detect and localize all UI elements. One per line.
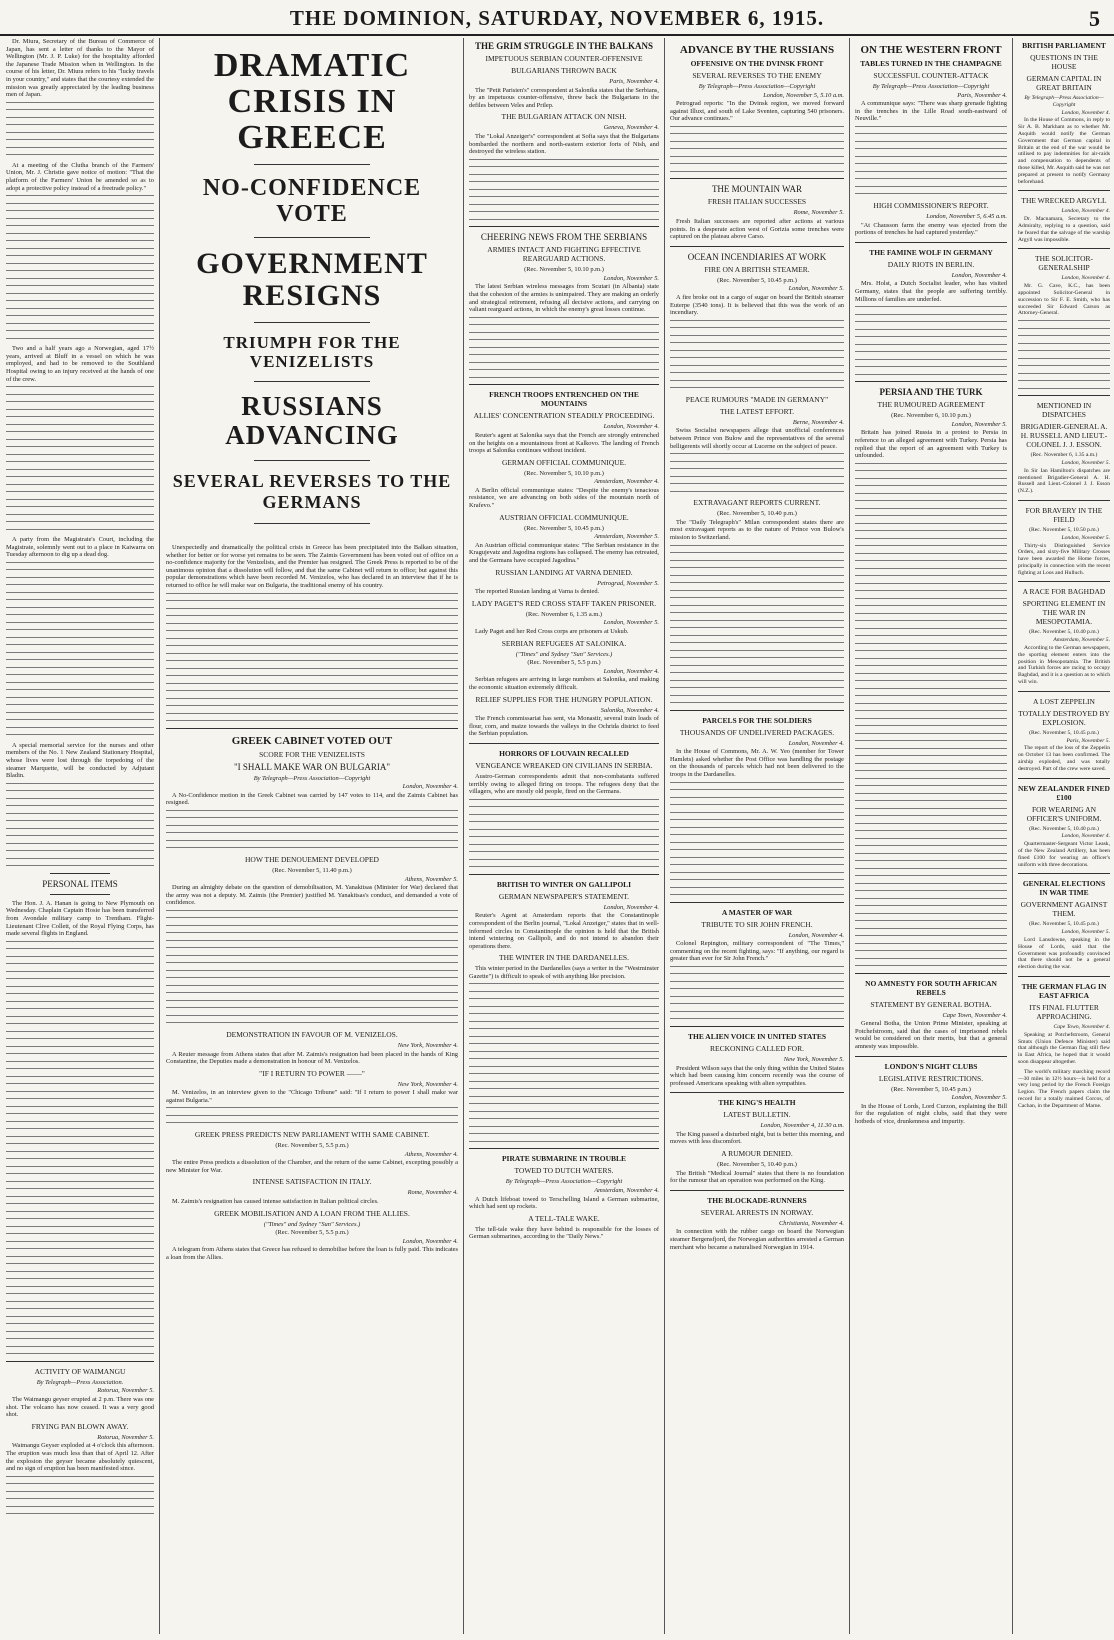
article-text: A telegram from Athens states that Greece has refused to demobilise before the loan is fully paid. This indicates a loan from the Allies. <box>166 1246 458 1261</box>
article-heading: "IF I RETURN TO POWER ——" <box>259 1068 365 1078</box>
column-greek-crisis <box>166 38 458 1634</box>
received-time: (Rec. November 5, 11.40 p.m.) <box>272 866 352 874</box>
article-text: The French commissariat has sent, via Monastir, several train loads of flour, corn, and maize towards the valleys in the Ochrida district to feed the Serbian population. <box>469 715 659 738</box>
separator <box>254 322 371 323</box>
news-paragraph: A party from the Magistrate's Court, including the Magistrate, solemnly went out to a place in Kaiwarra on Tuesday afternoon to dig up a dead dog. <box>6 536 154 559</box>
dateline: Rome, November 4. <box>407 1189 458 1197</box>
received-time: (Rec. November 5, 10.10 p.m.) <box>524 266 604 274</box>
article-heading: THE FAMINE WOLF IN GERMANY <box>869 247 993 257</box>
article-text: This winter period in the Dardanelles (says a writer in the "Westminster Gazette") is difficult to speak of with anything like precision. <box>469 965 659 980</box>
dateline: London, November 5. <box>788 285 844 293</box>
article-text: In the House of Lords, Lord Curzon, explaining the Bill for the regulation of night clubs, said that they were hotbeds of vice, drunkenness and impurity. <box>855 1102 1007 1126</box>
article-heading: HOW THE DENOUEMENT DEVELOPED <box>245 854 379 864</box>
article-heading: CHEERING NEWS FROM THE SERBIANS <box>480 232 648 243</box>
article-subheading: DAILY RIOTS IN BERLIN. <box>887 259 975 269</box>
article-heading: HORRORS OF LOUVAIN RECALLED <box>499 748 629 758</box>
received-time: (Rec. November 5, 10.40 p.m.) <box>717 1161 797 1169</box>
article-text: General Botha, the Union Prime Minister, speaking at Potchefstroom, said that the cases of imprisoned rebels would be considered on their merits, but that a general amnesty was impossible. <box>855 1020 1007 1051</box>
separator <box>469 1148 659 1149</box>
article-text: In Sir Ian Hamilton's dispatches are mentioned Brigadier-General A. H. Russell and Lieut.-Colonel J. J. Esson (N.Z.). <box>1018 467 1110 495</box>
dateline: Cape Town, November 4. <box>942 1011 1007 1019</box>
article-text: In connection with the rubber cargo on board the Norwegian steamer Bergensfjord, the Norwegian authorities arrested a German merchant who became a naturalised Norwegian in 1914. <box>670 1228 844 1251</box>
separator <box>469 874 659 875</box>
article-text-lines <box>166 593 458 722</box>
article-heading: ON THE WESTERN FRONT <box>860 44 1002 56</box>
article-text-lines <box>469 159 659 220</box>
dateline: Geneva, November 4. <box>603 124 659 132</box>
article-subheading: FIRE ON A BRITISH STEAMER. <box>704 264 810 274</box>
article-heading: A RACE FOR BAGHDAD <box>1022 587 1106 597</box>
article-text: Serbian refugees are arriving in large numbers at Salonika, and making the economic situation extremely difficult. <box>469 676 659 691</box>
separator <box>670 178 844 179</box>
article-text-lines <box>469 799 659 868</box>
section-heading-personal: PERSONAL ITEMS <box>42 878 118 889</box>
dateline: London, November 4. <box>603 903 659 911</box>
news-paragraph: The Hon. J. A. Hanan is going to New Plymouth on Wednesday. Chaplain Captain Hosie has been transferred from Avondale military camp to Trentham. Flight-Lieutenant Clive Collett, of the Royal Flying Corps, has made several flights in England. <box>6 899 154 938</box>
separator <box>670 1026 844 1027</box>
article-subheading: BRIGADIER-GENERAL A. H. RUSSELL AND LIEUT.-COLONEL J. J. ESSON. <box>1020 422 1108 450</box>
article-heading: EXTRAVAGANT REPORTS CURRENT. <box>693 498 821 508</box>
column-western-front <box>855 38 1007 1634</box>
dateline: New York, November 4. <box>397 1080 458 1088</box>
column-russians <box>670 38 844 1634</box>
article-subheading: TABLES TURNED IN THE CHAMPAGNE <box>860 59 1002 68</box>
article-text: A No-Confidence motion in the Greek Cabinet was carried by 147 votes to 114, and the Zaimis Cabinet has resigned. <box>166 791 458 807</box>
article-text: "At Chausson farm the enemy was ejected from the portions of trenches he had captured yesterday." <box>855 221 1007 237</box>
column-rule <box>849 38 850 1634</box>
received-time: (Rec. November 6, 1.35 a.m.) <box>525 610 603 618</box>
dateline: Amsterdam, November 4. <box>594 1187 659 1195</box>
article-heading: BRITISH TO WINTER ON GALLIPOLI <box>496 879 632 889</box>
article-text: Speaking at Potchefstroom, General Smuts (Union Defence Minister) said that although the German flag still flew in East Africa, he hoped that it would soon disappear altogether. <box>1018 1031 1110 1065</box>
separator <box>469 384 659 385</box>
article-text: A communique says: "There was sharp grenade fighting in the trenches in the Lille Road south-eastward of Neuville." <box>855 100 1007 123</box>
headline-venizelists: TRIUMPH FOR THE VENIZELISTS <box>223 333 401 371</box>
dateline: Athens, November 4. <box>404 1150 458 1158</box>
article-subheading: SCORE FOR THE VENIZELISTS <box>259 749 365 759</box>
article-heading: ACTIVITY OF WAIMANGU <box>34 1366 126 1376</box>
article-text: The reported Russian landing at Varna is denied. <box>475 588 600 596</box>
column-rule <box>463 38 464 1634</box>
article-text-lines <box>670 782 844 896</box>
article-text: M. Venizelos, in an interview given to the "Chicago Tribune" said: "If I return to power I shall make war against Bulgaria." <box>166 1089 458 1104</box>
column-rule <box>1012 38 1013 1634</box>
article-subheading: SUCCESSFUL COUNTER-ATTACK <box>873 71 989 80</box>
article-heading: RUSSIAN LANDING AT VARNA DENIED. <box>495 567 633 577</box>
article-text: The "Lokal Anzeiger's" correspondent at Sofia says that the Bulgarians bombarded the northern and north-eastern exterior forts of Nish, and destroyed the wireless station. <box>469 132 659 156</box>
dateline: Rome, November 5. <box>793 209 844 217</box>
dateline: Amsterdam, November 4. <box>594 478 659 486</box>
article-text: Reuter's agent at Salonika says that the French are strongly entrenched on the heights on a mountainous front at Kalkovo. The landing of French troops at Salonika continues without incident. <box>469 431 659 455</box>
dateline: London, November 4. <box>402 1237 458 1245</box>
article-text: A fire broke out in a cargo of sugar on board the British steamer Euterpe (3540 tons). It is believed that this was the work of an incendiary. <box>670 294 844 317</box>
dateline: New York, November 5. <box>783 1055 844 1063</box>
article-text-lines <box>670 126 844 172</box>
received-time: (Rec. November 6, 1.35 a.m.) <box>1030 452 1098 459</box>
dateline: London, November 5. <box>1061 929 1110 936</box>
article-text: President Wilson says that the only thing within the United States which had been causing him concern recently was the course of professed Americans speaking with alien sympathies. <box>670 1064 844 1087</box>
dateline: Petrograd, November 5. <box>597 579 659 587</box>
article-heading: THE KING'S HEALTH <box>718 1098 796 1108</box>
article-text: Waimangu Geyser exploded at 4 o'clock this afternoon. The eruption was much less than that of April 12. After the explosion the geyser became absolutely quiescent, and no sign of eruption has been manifested since. <box>6 1442 154 1473</box>
received-time: (Rec. November 5, 10.45 p.m.) <box>1029 729 1099 736</box>
article-text: A Dutch lifeboat towed to Terschelling Island a German submarine, which had sent up rockets. <box>469 1195 659 1211</box>
headline-no-confidence: NO-CONFIDENCE VOTE <box>202 175 422 227</box>
dateline: London, November 5. <box>1061 534 1110 541</box>
article-text-lines <box>6 1476 154 1515</box>
separator <box>1018 581 1110 582</box>
masthead <box>0 0 1114 36</box>
article-text-lines <box>166 810 458 849</box>
separator <box>469 226 659 227</box>
separator <box>6 1361 154 1362</box>
article-subheading: ITS FINAL FLUTTER APPROACHING. <box>1029 1003 1099 1021</box>
article-text: Mr. G. Cave, K.C., has been appointed Solicitor-General in succession to Sir F. E. Smith, who has succeeded Sir Edward Carson as Attorney-General. <box>1018 283 1110 317</box>
article-heading: GREEK MOBILISATION AND A LOAN FROM THE ALLIES. <box>214 1208 410 1218</box>
article-text: The Waimangu geyser erupted at 2 p.m. There was one shot. The volcano has now ceased. It was a very good shot. <box>6 1396 154 1419</box>
dateline: Cape Town, November 4. <box>1053 1024 1110 1030</box>
dateline: London, November 5, 6.45 a.m. <box>926 212 1007 220</box>
article-text: An Austrian official communique states: "The Serbian resistance in the Kragujevatz and Jagodina regions has collapsed. The enemy has retreated, and the Germans have occupied Jagodina." <box>469 541 659 565</box>
article-quote-heading: "I SHALL MAKE WAR ON BULGARIA" <box>233 761 391 772</box>
article-text: Fresh Italian successes are reported after actions at various points. In a desperate action west of Gorizia some trenches were captured on the plateau above Carso. <box>670 218 844 241</box>
column-local-news <box>6 38 154 1634</box>
received-time: (Rec. November 5, 10.45 p.m.) <box>524 524 604 532</box>
separator <box>254 381 371 382</box>
article-subheading: GERMAN CAPITAL IN GREAT BRITAIN <box>1026 74 1102 92</box>
dateline: Amsterdam, November 5. <box>594 533 659 541</box>
dateline: London, November 4. <box>1061 208 1110 215</box>
separator <box>1018 691 1110 692</box>
dateline: London, November 5, 5.10 a.m. <box>763 91 844 99</box>
column-balkans <box>469 38 659 1634</box>
article-text: According to the German newspapers, the sporting element enters into the position in Mesopotamia. The British and Turkish forces are racing to occupy Baghdad, and it is a question as to which will win. <box>1018 645 1110 686</box>
column-rule <box>664 38 665 1634</box>
article-heading: GENERAL ELECTIONS IN WAR TIME <box>1022 879 1106 898</box>
article-subheading: FRESH ITALIAN SUCCESSES <box>707 197 807 207</box>
article-text-lines <box>6 562 154 736</box>
article-heading: GREEK PRESS PREDICTS NEW PARLIAMENT WITH SAME CABINET. <box>194 1129 430 1139</box>
dateline: London, November 5. <box>1061 459 1110 466</box>
article-text-lines <box>166 1107 458 1123</box>
article-heading: NEW ZEALANDER FINED £100 <box>1018 783 1110 802</box>
separator <box>855 381 1007 382</box>
byline: By Telegraph—Press Association—Copyright <box>505 1178 623 1186</box>
news-paragraph: Two and a half years ago a Norwegian, aged 17½ years, arrived at Bluff in a vessel on which he was employed, and had to be removed to the Southland Hospital owing to an injury received at the hands of one of the crew. <box>6 345 154 383</box>
article-heading: GERMAN OFFICIAL COMMUNIQUE. <box>501 457 627 467</box>
article-text-lines <box>6 783 154 867</box>
article-heading: FRYING PAN BLOWN AWAY. <box>31 1421 129 1431</box>
separator <box>1018 395 1110 396</box>
separator <box>254 237 371 238</box>
dateline: Salonika, November 4. <box>600 706 659 714</box>
article-text-lines <box>670 545 844 704</box>
article-text-lines <box>670 320 844 389</box>
article-text: M. Zaimis's resignation has caused intense satisfaction in Italian political circles. <box>172 1197 379 1205</box>
article-text: Swiss Socialist newspapers allege that unofficial conferences between Prince von Bulow and the representatives of the several belligerents will shortly occur at Lucerne on the subject of peace. <box>670 427 844 450</box>
byline: By Telegraph—Press Association—Copyright <box>1024 95 1104 108</box>
article-text: Britain has joined Russia in a protest to Persia in reference to an alleged agreement with Turkey. Persia has replied that the report of an agreement with Turkey is unfounded. <box>855 429 1007 460</box>
received-time: (Rec. November 6, 10.10 p.m.) <box>891 412 971 420</box>
received-time: (Rec. November 5, 5.5 p.m.) <box>527 659 601 667</box>
article-text: The entire Press predicts a dissolution of the Chamber, and the return of the same Cabinet, excepting possibly a new Minister for War. <box>166 1159 458 1174</box>
article-heading: PIRATE SUBMARINE IN TROUBLE <box>501 1154 627 1164</box>
byline: By Telegraph—Press Association—Copyright <box>253 774 371 782</box>
separator <box>1018 248 1110 249</box>
article-subheading: ARMIES INTACT AND FIGHTING EFFECTIVE REARGUARD ACTIONS. <box>487 245 641 264</box>
dateline: London, November 4. <box>788 931 844 939</box>
separator <box>1018 873 1110 874</box>
article-heading: PERSIA AND THE TURK <box>879 387 983 398</box>
separator <box>50 894 109 895</box>
article-text: Colonel Repington, military correspondent of "The Times," commenting on the recent fighting, says: "If anything, our regard is greater than ever for Sir John French." <box>670 940 844 963</box>
byline: ("Times" and Sydney "Sun" Services.) <box>515 650 613 658</box>
article-heading: LONDON'S NIGHT CLUBS <box>884 1061 978 1071</box>
separator <box>50 873 109 874</box>
dateline: London, November 4. <box>1061 109 1110 116</box>
separator <box>254 523 371 524</box>
dateline: Berne, November 4. <box>792 418 844 426</box>
received-time: (Rec. November 5, 10.40 p.m.) <box>1029 825 1099 832</box>
article-text-lines <box>6 386 154 530</box>
byline: By Telegraph—Press Association—Copyright <box>698 83 816 90</box>
article-subheading: FOR WEARING AN OFFICER'S UNIFORM. <box>1026 804 1102 823</box>
lead-paragraph: Unexpectedly and dramatically the political crisis in Greece has been precipitated into the Balkan situation, whether for better or for worse yet remains to be seen. The Zaimis Government has been voted out of office on a no-confidence majority for the Venizelists, and the Premier has resigned. The Greek Press is reported to be of the unanimous opinion that a dissolution will follow, and that the same Cabinet will return to office; but against this popular demonstrations which have been recorded M. Venizelos, who has declared in an interview that if he is returned to office he will make war on Bulgaria, the traditional enemy of his country. <box>166 544 458 589</box>
article-text-lines <box>855 126 1007 195</box>
dateline: New York, November 4. <box>397 1041 458 1049</box>
article-subheading: TOTALLY DESTROYED BY EXPLOSION. <box>1018 708 1110 727</box>
dateline: London, November 4. <box>603 667 659 675</box>
received-time: (Rec. November 5, 5.5 p.m.) <box>275 1141 349 1149</box>
news-paragraph: Dr. Miura, Secretary of the Bureau of Commerce of Japan, has sent a letter of thanks to the Mayor of Wellington (Mr. J. P. Luke) for the hospitality afforded the Japanese Trade Mission when in Wellington. In the course of his letter, Dr. Miura refers to his "lucky travels in your country," and states that the courtesy extended the mission was greatly appreciated by the leading business men of Japan. <box>6 38 154 99</box>
article-subheading: SEVERAL ARRESTS IN NORWAY. <box>700 1207 814 1217</box>
dateline: London, November 4. <box>951 271 1007 279</box>
main-headline: DRAMATIC CRISIS IN GREECE <box>213 47 411 156</box>
article-heading: PARCELS FOR THE SOLDIERS <box>702 715 812 725</box>
byline: By Telegraph—Press Association—Copyright <box>872 83 990 90</box>
article-heading: THE WINTER IN THE DARDANELLES. <box>499 953 629 963</box>
article-text: The tell-tale wake they have behind is responsible for the losses of German submarines, according to the "Daily News." <box>469 1225 659 1241</box>
article-heading: GREEK CABINET VOTED OUT <box>231 734 393 747</box>
news-paragraph: At a meeting of the Clutha branch of the Farmers' Union, Mr. J. Christie gave notice of motion: "That the platform of the Farmers' Union be amended so as to adopt a protective policy instead of a freetrade policy." <box>6 161 154 192</box>
article-text: A Reuter message from Athens states that after M. Zaimis's resignation had been placed in the hands of King Constantine, the Deputies made a demonstration in honour of M. Venizelos. <box>166 1050 458 1066</box>
separator <box>855 242 1007 243</box>
separator <box>855 1056 1007 1057</box>
dateline: London, November 5. <box>951 1094 1007 1102</box>
article-heading: HIGH COMMISSIONER'S REPORT. <box>873 200 989 210</box>
dateline: London, November 5. <box>603 619 659 627</box>
article-subheading: IMPETUOUS SERBIAN COUNTER-OFFENSIVE <box>485 54 643 63</box>
headline-russians: RUSSIANS ADVANCING <box>225 391 399 450</box>
dateline: Rotorua, November 5. <box>97 1433 154 1441</box>
dateline: Paris, November 4. <box>609 78 659 85</box>
received-time: (Rec. November 5, 10.45 p.m.) <box>1029 921 1099 928</box>
dateline: Paris, November 5. <box>1066 737 1110 744</box>
separator <box>855 973 1007 974</box>
article-text-lines <box>855 463 1007 967</box>
article-subheading: THE RUMOURED AGREEMENT <box>877 400 985 410</box>
article-subheading: LATEST BULLETIN. <box>723 1110 791 1120</box>
article-subheading: RECKONING CALLED FOR. <box>710 1043 804 1053</box>
article-text: The King passed a disturbed night, but is better this morning, and moves with less discomfort. <box>670 1130 844 1146</box>
article-text: The "Daily Telegraph's" Milan correspondent states there are most extravagant reports as to the nature of Prince von Bulow's mission to Switzerland. <box>670 518 844 541</box>
separator <box>1018 976 1110 977</box>
article-text: The latest Serbian wireless messages from Scutari (in Albania) state that the cohesion of the armies is unimpaired. They are making an orderly and strategical retirement, refusing all decisive actions, and carrying on valiant rearguard actions, in which the enemy's great losses continue. <box>469 283 659 314</box>
received-time: (Rec. November 5, 10.45 p.m.) <box>891 1085 971 1093</box>
dateline: London, November 4. <box>1061 833 1110 840</box>
article-heading: THE MOUNTAIN WAR <box>711 184 803 195</box>
dateline: Athens, November 5. <box>404 875 458 883</box>
dateline: Christiania, November 4. <box>779 1219 844 1227</box>
article-heading: THE GRIM STRUGGLE IN THE BALKANS <box>474 41 654 51</box>
article-heading: A RUMOUR DENIED. <box>721 1149 793 1159</box>
article-text: Dr. Macnamara, Secretary to the Admiralty, replying to a question, said he feared that the salvage of the warship Argyll was impossible. <box>1018 216 1110 243</box>
article-heading: PEACE RUMOURS "MADE IN GERMANY" <box>685 394 829 404</box>
article-text-lines <box>670 453 844 492</box>
article-text-lines <box>670 966 844 1020</box>
article-text: Austro-German correspondents admit that non-combatants suffered terribly owing to alleged firing on troops. The refugees deny that the villagers, who are mostly old people, fired on the Germans. <box>469 772 659 796</box>
article-text: In the House of Commons, in reply to Sir A. B. Markham as to whether Mr. Asquith would notify the German Government that German capital in Britain at the end of the war would be utilised to pay indemnities for air-raids and compensation to dependents of those killed, Mr. Asquith said he was not prepared at present to notify Germany beforehand. <box>1018 117 1110 185</box>
article-text: A Berlin official communique states: "Despite the enemy's tenacious resistance, we are advancing on both sides of the mountain north of Krafevo." <box>469 486 659 510</box>
separator <box>670 902 844 903</box>
article-text: In the House of Commons, Mr. A. W. Yeo (member for Tower Hamlets) asked whether the Post Office was handling the postage on the thousands of parcels which had not been delivered to the troops in the Dardanelles. <box>670 748 844 778</box>
separator <box>254 164 371 165</box>
article-text-lines <box>6 102 154 156</box>
headline-government-resigns: GOVERNMENT RESIGNS <box>196 247 428 312</box>
dateline: London, November 4. <box>1061 275 1110 282</box>
article-heading: INTENSE SATISFACTION IN ITALY. <box>252 1177 372 1187</box>
received-time: (Rec. November 5, 10.40 p.m.) <box>717 510 797 518</box>
article-text-lines <box>469 983 659 1142</box>
article-text: Lord Lansdowne, speaking in the House of Lords, said that the Government was profoundly convinced that there should not be a general election during the war. <box>1018 937 1110 971</box>
article-heading: DEMONSTRATION IN FAVOUR OF M. VENIZELOS. <box>226 1029 398 1039</box>
dateline: Rotorua, November 5. <box>97 1387 154 1395</box>
article-subheading: LEGISLATIVE RESTRICTIONS. <box>878 1073 984 1083</box>
article-heading: THE ALIEN VOICE IN UNITED STATES <box>687 1031 827 1041</box>
article-subheading: OFFENSIVE ON THE DVINSK FRONT <box>690 59 824 68</box>
separator <box>670 710 844 711</box>
article-text: Mrs. Holst, a Dutch Socialist leader, who has visited Germany, states that the people are suffering terribly. Millions of families are underfed. <box>855 280 1007 303</box>
received-time: (Rec. November 5, 10.10 p.m.) <box>524 469 604 477</box>
dateline: Amsterdam, November 5. <box>1053 637 1110 644</box>
separator <box>670 1190 844 1191</box>
article-heading: THE GERMAN FLAG IN EAST AFRICA <box>1021 982 1107 1000</box>
article-subheading: STATEMENT BY GENERAL BOTHA. <box>870 999 992 1009</box>
article-subheading: THOUSANDS OF UNDELIVERED PACKAGES. <box>679 727 835 737</box>
separator <box>1018 190 1110 191</box>
article-heading: A LOST ZEPPELIN <box>1033 696 1095 706</box>
dateline: Paris, November 4. <box>957 91 1007 99</box>
masthead-title: THE DOMINION, SATURDAY, NOVEMBER 6, 1915. <box>289 6 825 30</box>
article-subheading: GOVERNMENT AGAINST THEM. <box>1020 900 1108 919</box>
article-heading: NO AMNESTY FOR SOUTH AFRICAN REBELS <box>865 978 997 997</box>
article-heading: A MASTER OF WAR <box>721 907 793 917</box>
article-subheading: VENGEANCE WREAKED ON CIVILIANS IN SERBIA. <box>475 760 653 770</box>
article-text-lines <box>166 910 458 1024</box>
separator <box>1018 778 1110 779</box>
dateline: London, November 4, 11.30 a.m. <box>760 1122 844 1130</box>
article-text: The British "Medical Journal" states that there is no foundation for the rumour that an operation was performed on the King. <box>670 1169 844 1185</box>
article-heading: FRENCH TROOPS ENTRENCHED ON THE MOUNTAINS <box>489 390 639 409</box>
article-heading: AUSTRIAN OFFICIAL COMMUNIQUE. <box>499 512 629 522</box>
separator <box>254 460 371 461</box>
article-heading: THE BLOCKADE-RUNNERS <box>707 1195 807 1205</box>
article-text-lines <box>855 306 1007 375</box>
separator <box>469 743 659 744</box>
byline: By Telegraph—Press Association. <box>36 1378 124 1386</box>
separator <box>1018 500 1110 501</box>
article-text-lines <box>469 317 659 378</box>
article-subheading: ALLIES' CONCENTRATION STEADILY PROCEEDING. <box>473 411 655 421</box>
article-text: The "Petit Parisien's" correspondent at Salonika states that the Serbians, by an impetuous counter-offensive, threw back the Bulgarians in the defiles between Veles and Prilep. <box>469 86 659 109</box>
byline: ("Times" and Sydney "Sun" Services.) <box>263 1220 361 1228</box>
received-time: (Rec. November 5, 5.5 p.m.) <box>275 1229 349 1237</box>
separator <box>670 246 844 247</box>
received-time: (Rec. November 5, 10.50 p.m.) <box>1029 526 1099 533</box>
article-text: During an almighty debate on the question of demobilisation, M. Yanakitsas (Minister for War) declared that the army was not a deputy. M. Zaimis (the Premier) justified M. Yanakitsas's conduct, and demanded a vote of confidence. <box>166 884 458 907</box>
dateline: London, November 5. <box>603 274 659 282</box>
article-text: Quartermaster-Sergeant Victor Leask, of the New Zealand Artillery, has been fined £100 for wearing an officer's uniform with three decorations. <box>1018 841 1110 868</box>
column-parliament <box>1018 38 1110 1634</box>
article-heading: THE WRECKED ARGYLL <box>1021 196 1107 206</box>
article-subheading: GERMAN NEWSPAPER'S STATEMENT. <box>498 891 630 901</box>
separator <box>166 728 458 729</box>
article-subheading: TOWED TO DUTCH WATERS. <box>514 1166 614 1176</box>
article-heading: LADY PAGET'S RED CROSS STAFF TAKEN PRISONER. <box>471 598 657 608</box>
article-text: The world's military marching record —30 miles in 12½ hours—is held for a very long period by the French Foreign Legion. The French papers claim the record for a totally maimed Corcos, of Cachan, in the Department of Marne. <box>1018 1068 1110 1109</box>
article-text: Thirty-six Distinguished Service Orders, and sixty-five Military Crosses have been awarded the Home forces, principally in connection with the recent fighting at Loos and Hulluch. <box>1018 542 1110 576</box>
article-heading: ADVANCE BY THE RUSSIANS <box>679 44 835 56</box>
article-heading: OCEAN INCENDIARIES AT WORK <box>687 251 827 262</box>
article-heading: A TELL-TALE WAKE. <box>528 1213 600 1223</box>
dateline: London, November 5. <box>951 420 1007 428</box>
article-subheading: SPORTING ELEMENT IN THE WAR IN MESOPOTAMIA. <box>1022 599 1106 627</box>
separator <box>670 1092 844 1093</box>
article-heading: RELIEF SUPPLIES FOR THE HUNGRY POPULATION. <box>475 694 653 704</box>
article-subheading: TRIBUTE TO SIR JOHN FRENCH. <box>701 919 813 929</box>
column-rule <box>159 38 160 1634</box>
dateline: London, November 4. <box>402 783 458 791</box>
article-subheading: QUESTIONS IN THE HOUSE <box>1030 53 1098 71</box>
dateline: London, November 4. <box>603 423 659 431</box>
article-text-lines <box>6 941 154 1355</box>
article-heading: SERBIAN REFUGEES AT SALONIKA. <box>501 638 627 648</box>
article-text-lines <box>6 195 154 339</box>
article-text: Lady Paget and her Red Cross corps are prisoners at Uskub. <box>475 628 629 635</box>
article-heading: FOR BRAVERY IN THE FIELD <box>1025 505 1103 524</box>
page-number: 5 <box>1089 6 1100 31</box>
dateline: London, November 4. <box>788 739 844 747</box>
article-heading: MENTIONED IN DISPATCHES <box>1036 401 1092 420</box>
received-time: (Rec. November 5, 10.45 p.m.) <box>717 276 797 284</box>
article-subheading: BULGARIANS THROWN BACK <box>511 66 617 75</box>
article-text: The report of the loss of the Zeppelin on October 13 has been confirmed. The airship exploded, and was totally destroyed. Part of the crew were saved. <box>1018 745 1110 772</box>
article-subheading: SEVERAL REVERSES TO THE ENEMY <box>692 71 822 80</box>
article-heading: BRITISH PARLIAMENT <box>1022 41 1106 50</box>
article-heading: THE BULGARIAN ATTACK ON NISH. <box>501 112 627 122</box>
headline-reverses: SEVERAL REVERSES TO THE GERMANS <box>172 471 452 512</box>
article-text: Reuter's Agent at Amsterdam reports that the Constantinople correspondent of the Berlin journal, "Lokal Anzeiger," states that in well-informed circles in Constantinople the opinion is held that the British intend wintering on Gallipoli, and do not intend to abandon their operations there. <box>469 912 659 950</box>
article-subheading: THE LATEST EFFORT. <box>719 406 795 416</box>
article-heading: THE SOLICITOR-GENERALSHIP <box>1035 254 1093 273</box>
article-text-lines <box>1018 320 1110 389</box>
received-time: (Rec. November 5, 10.40 p.m.) <box>1029 629 1099 636</box>
news-paragraph: A special memorial service for the nurses and other members of the No. 1 New Zealand Stationary Hospital, whose lives were lost through the torpedoing of the steamer Marquette, will be conducted by Adjutant Bladin. <box>6 741 154 780</box>
article-text: Petrograd reports: "In the Dvinsk region, we moved forward against Illuxt, and south of Lake Sventen, capturing 540 prisoners. Our advance continues." <box>670 100 844 123</box>
